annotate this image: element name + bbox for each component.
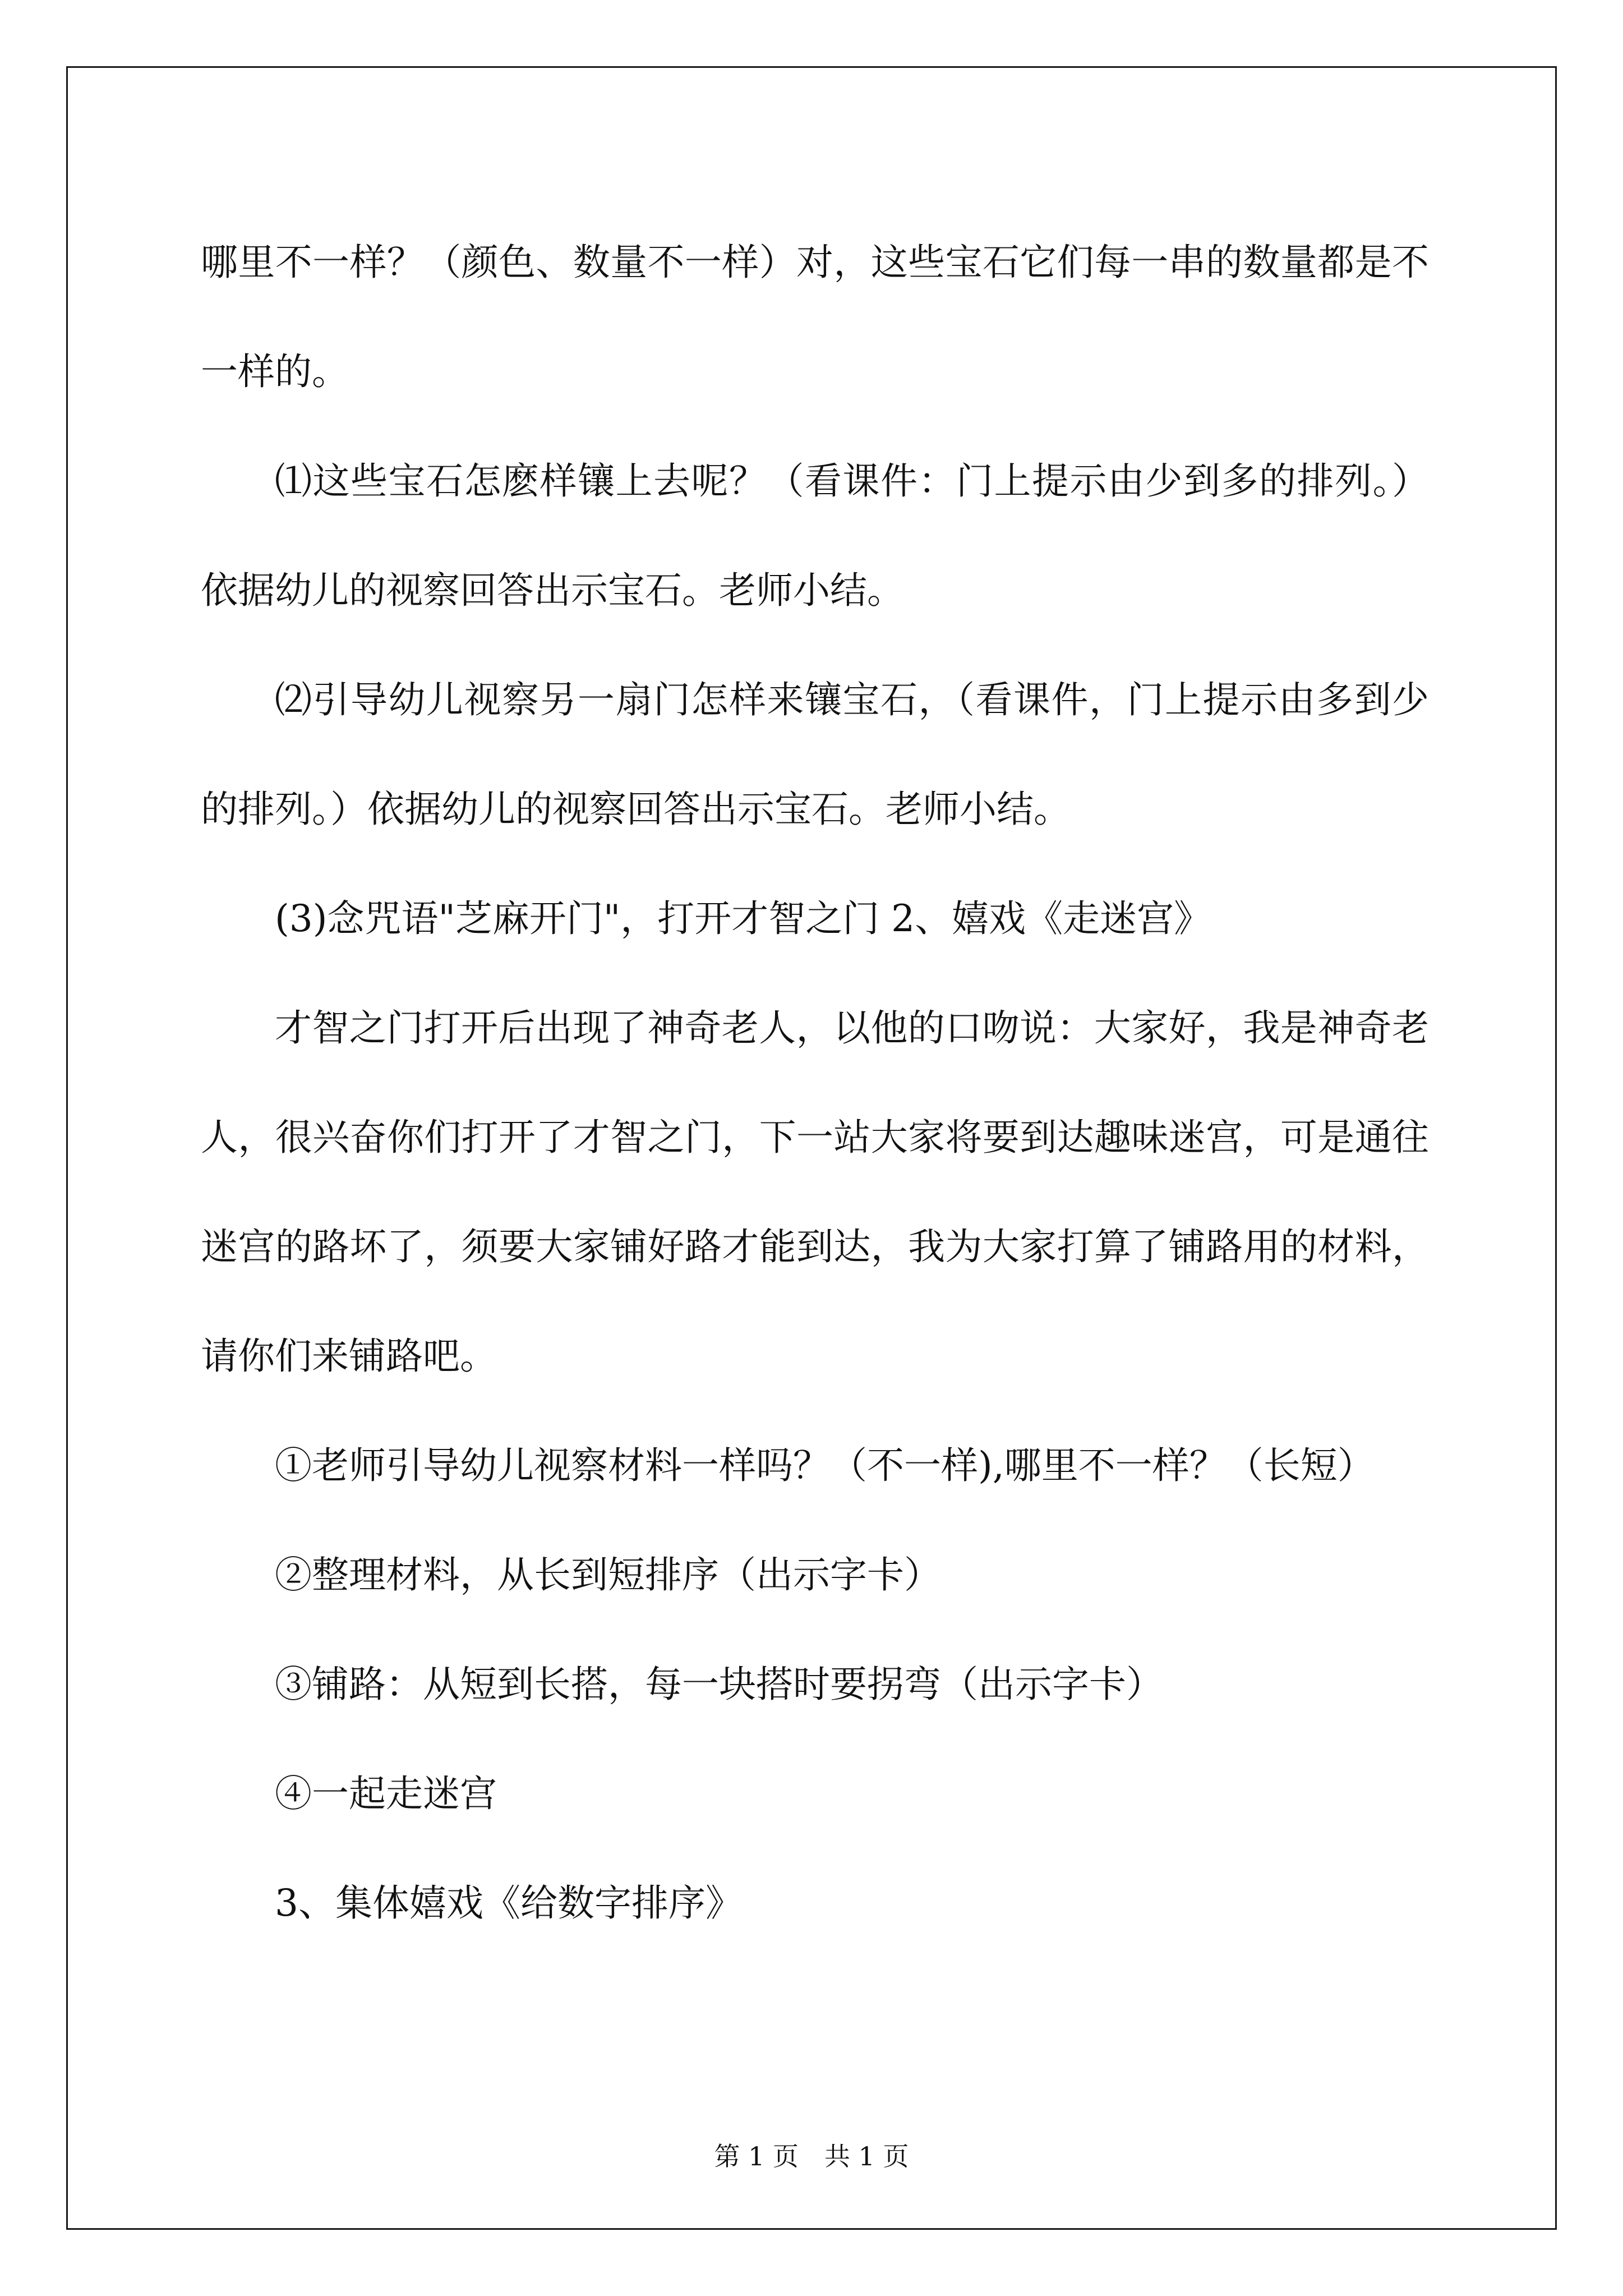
paragraph-7: ②整理材料，从长到短排序（出示字卡） — [275, 1553, 941, 1596]
paragraph-8: ③铺路：从短到长搭，每一块搭时要拐弯（出示字卡） — [275, 1663, 1163, 1706]
paragraph-9: ④一起走迷宫 — [275, 1772, 497, 1815]
paragraph-3: ⑵引导幼儿视察另一扇门怎样来镶宝石，（看课件，门上提示由多到少的排列。）依据幼儿的视察回答出示宝石。老师小结。 — [201, 678, 1429, 831]
paragraph-1: 哪里不一样？（颜色、数量不一样）对，这些宝石它们每一串的数量都是不一样的。 — [201, 241, 1429, 393]
paragraph-2: ⑴这些宝石怎麽样镶上去呢？（看课件：门上提示由少到多的排列。）依据幼儿的视察回答出示宝石。老师小结。 — [201, 459, 1429, 612]
paragraph-5: 才智之门打开后出现了神奇老人，以他的口吻说：大家好，我是神奇老人，很兴奋你们打开了才智之门，下一站大家将要到达趣味迷宫，可是通往迷宫的路坏了，须要大家铺好路才能到达，我为大家打算了铺路用的材料，请你们来铺路吧。 — [201, 1006, 1429, 1378]
paragraph-10: 3、集体嬉戏《给数字排序》 — [275, 1881, 743, 1925]
page-footer: 第 1 页 共 1 页 — [714, 2141, 909, 2171]
document-body — [201, 208, 1429, 1958]
paragraph-4: (3)念咒语"芝麻开门"，打开才智之门 2、嬉戏《走迷宫》 — [275, 897, 1211, 940]
paragraph-6: ①老师引导幼儿视察材料一样吗？（不一样),哪里不一样？（长短） — [275, 1444, 1375, 1487]
